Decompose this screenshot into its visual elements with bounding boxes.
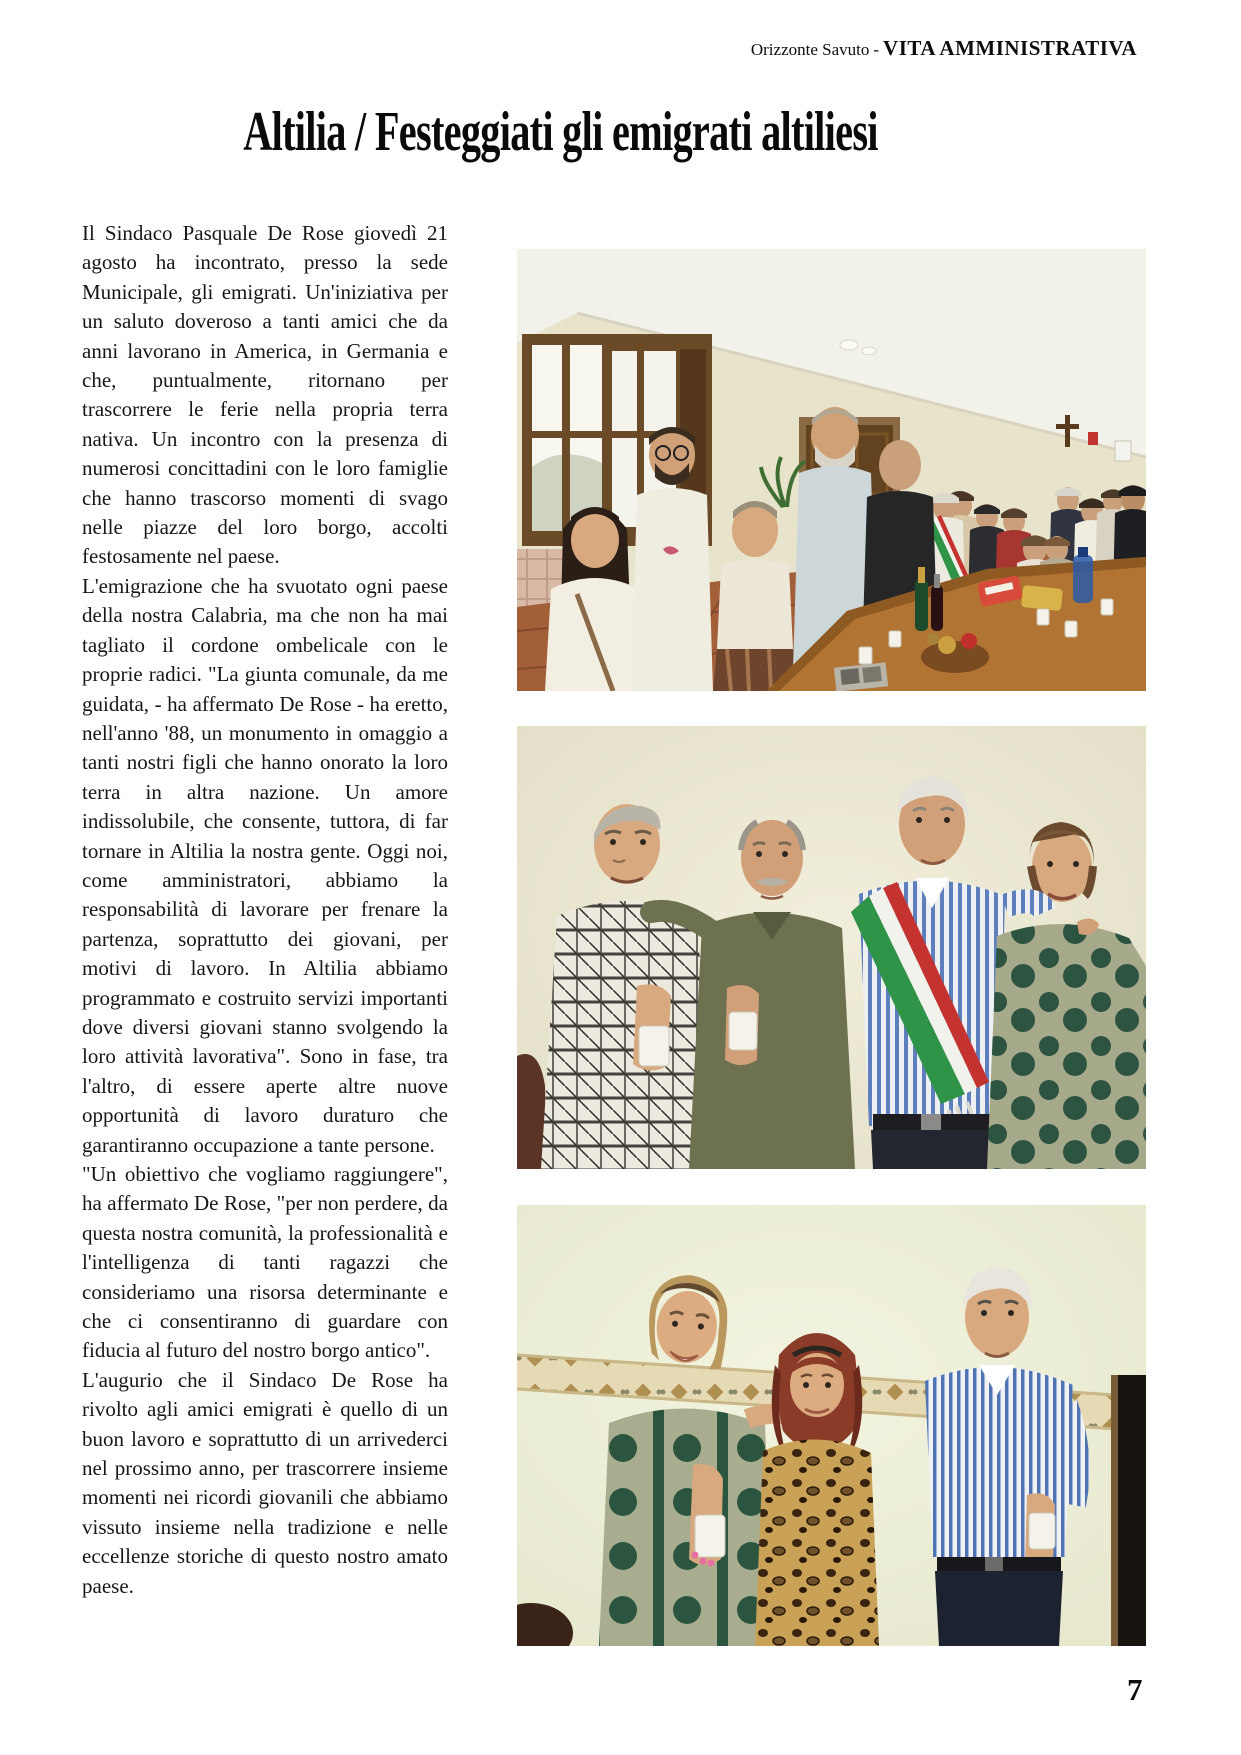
article-paragraph: L'emigrazione che ha svuotato ogni paese della nostra Calabria, ma che non ha mai tagliato il cordone ombelicale con le proprie radici. "La giunta comunale, da me guidata, - ha affermato De Rose - ha eretto, nell'anno '88, un monumento in omaggio a tanti nostri figli che hanno onorato la loro terra in altra nazione. Un amore indissolubile, che consente, tuttora, di far tornare in Altilia la nostra gente. Oggi noi, come amministratori, abbiamo la responsabilità di lavorare per frenare la partenza, soprattutto dei giovani, per motivi di lavoro. In Altilia abbiamo programmato e costruito servizi importanti dove diversi giovani stanno svolgendo la loro attività lavorativa". Sono in fase, tra l'altro, di essere aperte altre nuove opportunità di lavoro duraturo che garantiranno occupazione a tante persone.	[82, 573, 448, 1157]
trousers	[871, 1130, 997, 1169]
paper-cup	[1029, 1513, 1055, 1549]
article-paragraph: "Un obiettivo che vogliamo raggiungere", ha affermato De Rose, "per non perdere, da questa nostra comunità, la professionalità e l'intelligenza di tanti ragazzi che consideriamo una risorsa determinante e che ci consentiranno di guardare con fiducia al futuro del nostro borgo antico".	[82, 1162, 448, 1363]
photo-reception-room-svg	[517, 249, 1146, 691]
article-paragraph: L'augurio che il Sindaco De Rose ha rivolto agli amici emigrati è quello di un buon lavoro e soprattutto di un arrivederci nel prossimo anno, per trascorrere insieme momenti nei ricordi giovanili che abbiamo vissuto insieme nella tradizione e nelle eccellenze storiche di questo nostro amato paese.	[82, 1367, 448, 1598]
mayor-arm	[1005, 901, 1045, 912]
photo-three-guests	[517, 1205, 1146, 1646]
photo-mayor-group-svg	[517, 726, 1146, 1169]
paper-cup	[639, 1026, 669, 1066]
photo-mayor-group	[517, 726, 1146, 1169]
header-separator: -	[873, 40, 880, 59]
dark-doorway	[1117, 1375, 1146, 1646]
page-header	[751, 36, 1137, 61]
photo-reception-room	[517, 249, 1146, 691]
section-name: VITA AMMINISTRATIVA	[883, 36, 1137, 60]
page-number: 7	[1127, 1672, 1143, 1707]
article-body	[82, 219, 448, 1601]
trousers	[935, 1571, 1063, 1646]
wall-notice	[1115, 441, 1131, 461]
article-paragraph: Il Sindaco Pasquale De Rose giovedì 21 agosto ha incontrato, presso la sede Municipale, gli emigrati. Un'iniziativa per un saluto doveroso a tanti amici che da anni lavorano in America, in Germania e che, puntualmente, ritornano per trascorrere le ferie nella propria terra nativa. Un incontro con la presenza di numerosi concittadini con le loro famiglie che hanno trascorso momenti di svago nelle piazze del loro borgo, accolti festosamente nel paese.	[82, 221, 448, 569]
photo-three-guests-svg	[517, 1205, 1146, 1646]
woman-red-hair	[755, 1333, 879, 1646]
leopard-top	[755, 1439, 879, 1646]
paper-cup	[695, 1515, 725, 1557]
arm	[1065, 1405, 1077, 1505]
publication-name: Orizzonte Savuto	[750, 40, 870, 59]
paper-cup	[729, 1012, 757, 1050]
fire-extinguisher-sign	[1088, 432, 1098, 445]
article-headline: Altilia / Festeggiati gli emigrati altiliesi	[243, 101, 878, 163]
